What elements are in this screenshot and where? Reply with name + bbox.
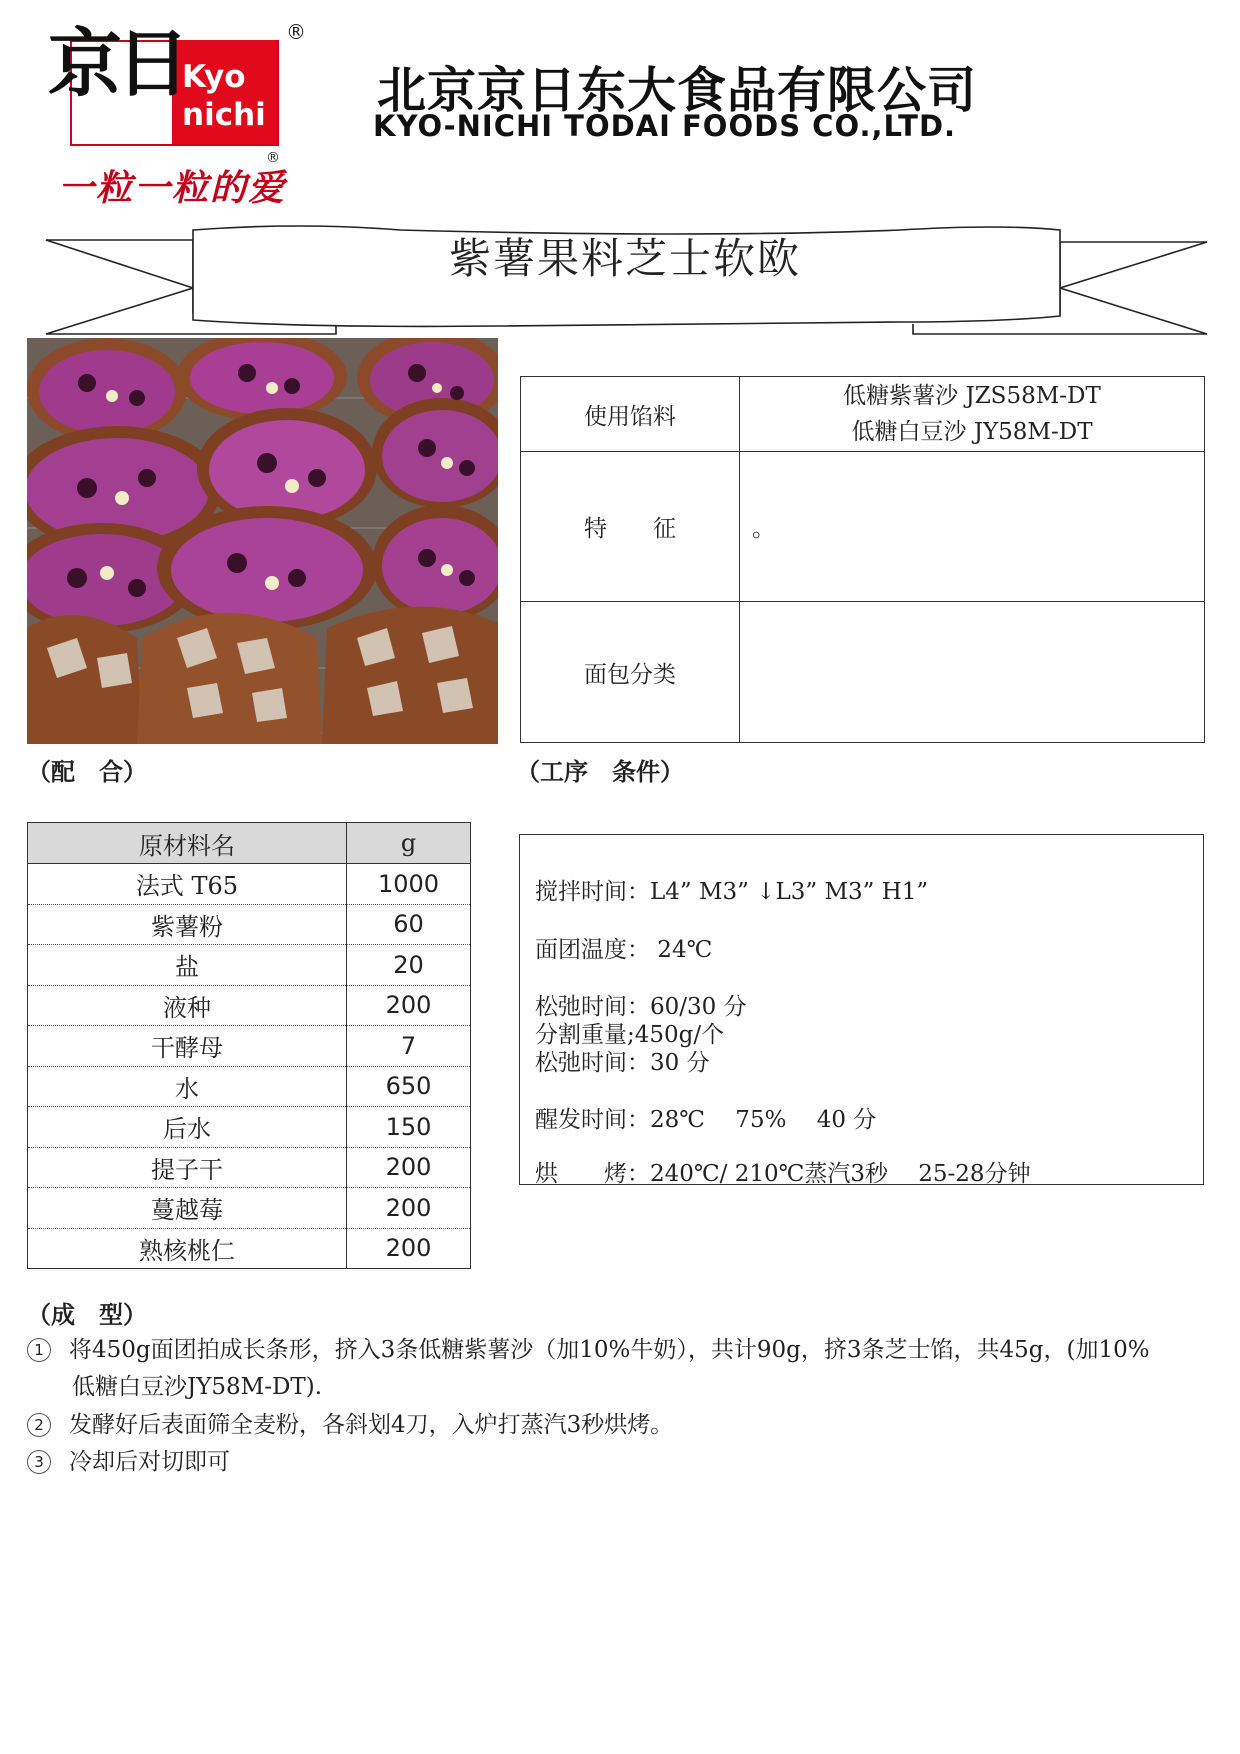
step-2 (27, 1406, 673, 1439)
slogan-registered-mark: ® (266, 150, 280, 166)
ingredient-name: 法式 T65 (28, 864, 347, 905)
process-rest-1: 松弛时间：60/30 分 (535, 994, 747, 1020)
ingredient-amount: 20 (347, 945, 471, 986)
logo-text-nichi: nichi (182, 97, 266, 133)
info-value-feature: 。 (740, 452, 1205, 602)
ingredient-name: 蔓越莓 (28, 1188, 347, 1229)
info-table (520, 376, 1205, 743)
slogan: 一粒一粒的爱 (58, 167, 287, 209)
process-rest-2: 松弛时间：30 分 (535, 1050, 710, 1076)
table-row (28, 945, 471, 986)
ingredient-name: 后水 (28, 1107, 347, 1148)
table-row (28, 864, 471, 905)
step-3 (27, 1443, 230, 1476)
ingredient-name: 熟核桃仁 (28, 1228, 347, 1269)
company-name-cn: 北京京日东大食品有限公司 (377, 62, 978, 119)
ingredient-name: 干酵母 (28, 1026, 347, 1067)
ingredient-name: 水 (28, 1066, 347, 1107)
step-1-continuation: 低糖白豆沙JY58M-DT). (72, 1374, 323, 1400)
table-row (28, 1228, 471, 1269)
process-bake: 烘 烤：240℃/ 210℃蒸汽3秒 25-28分钟 (535, 1161, 1031, 1187)
ingredient-name: 提子干 (28, 1147, 347, 1188)
bread-photo (27, 338, 498, 744)
step-2-text: 发酵好后表面筛全麦粉，各斜划4刀，入炉打蒸汽3秒烘烤。 (69, 1412, 674, 1438)
info-label-feature: 特 征 (521, 452, 740, 602)
ingredient-amount: 200 (347, 1228, 471, 1269)
ingredient-amount: 650 (347, 1066, 471, 1107)
ingredient-amount: 200 (347, 985, 471, 1026)
process-divide-weight: 分割重量;450g/个 (535, 1022, 725, 1048)
info-label-filling: 使用馅料 (521, 377, 740, 452)
header-ingredient-name: 原材料名 (28, 823, 347, 864)
table-row (28, 1066, 471, 1107)
ingredient-amount: 150 (347, 1107, 471, 1148)
ingredient-name: 紫薯粉 (28, 904, 347, 945)
step-1 (27, 1331, 1150, 1364)
ingredient-amount: 7 (347, 1026, 471, 1067)
step-number-1: 1 (27, 1338, 51, 1362)
registered-mark: ® (286, 20, 306, 44)
page-title: 紫薯果料芝士软欧 (448, 234, 801, 283)
info-row-filling (521, 377, 1205, 452)
filling-line-2: 低糖白豆沙 JY58M-DT (851, 419, 1093, 445)
ingredient-name: 盐 (28, 945, 347, 986)
header-grams: g (347, 823, 471, 864)
ingredient-header-row (28, 823, 471, 864)
ingredient-amount: 1000 (347, 864, 471, 905)
step-1-line-1: 将450g面团拍成长条形，挤入3条低糖紫薯沙（加10%牛奶），共计90g，挤3条芝士馅，共45g，(加10% (69, 1337, 1150, 1363)
step-number-3: 3 (27, 1450, 51, 1474)
process-box (519, 834, 1204, 1185)
filling-line-1: 低糖紫薯沙 JZS58M-DT (843, 383, 1101, 409)
info-row-category (521, 602, 1205, 743)
ingredient-name: 液种 (28, 985, 347, 1026)
company-name-en: KYO-NICHI TODAI FOODS CO.,LTD. (373, 109, 957, 143)
process-mixing: 搅拌时间：L4” M3” ↓L3” M3” H1” (535, 879, 929, 905)
table-row (28, 904, 471, 945)
info-row-feature (521, 452, 1205, 602)
process-proof: 醒发时间：28℃ 75% 40 分 (535, 1107, 877, 1133)
info-value-filling (740, 377, 1205, 452)
table-row (28, 1147, 471, 1188)
ingredient-amount: 200 (347, 1188, 471, 1229)
ingredient-amount: 60 (347, 904, 471, 945)
ingredient-amount: 200 (347, 1147, 471, 1188)
table-row (28, 1188, 471, 1229)
table-row (28, 985, 471, 1026)
logo-text-kyo: Kyo (182, 59, 246, 95)
info-value-category (740, 602, 1205, 743)
step-3-text: 冷却后对切即可 (69, 1449, 230, 1475)
step-number-2: 2 (27, 1413, 51, 1437)
logo-kanji: 京日 (48, 21, 184, 107)
table-row (28, 1107, 471, 1148)
table-row (28, 1026, 471, 1067)
section-process: （工序 条件） (516, 758, 684, 786)
section-recipe: （配 合） (27, 758, 147, 786)
ingredient-table (27, 822, 471, 1269)
info-label-category: 面包分类 (521, 602, 740, 743)
section-shaping: （成 型） (27, 1301, 147, 1329)
logo-red-block (172, 40, 277, 144)
process-dough-temp: 面团温度： 24℃ (535, 937, 713, 963)
